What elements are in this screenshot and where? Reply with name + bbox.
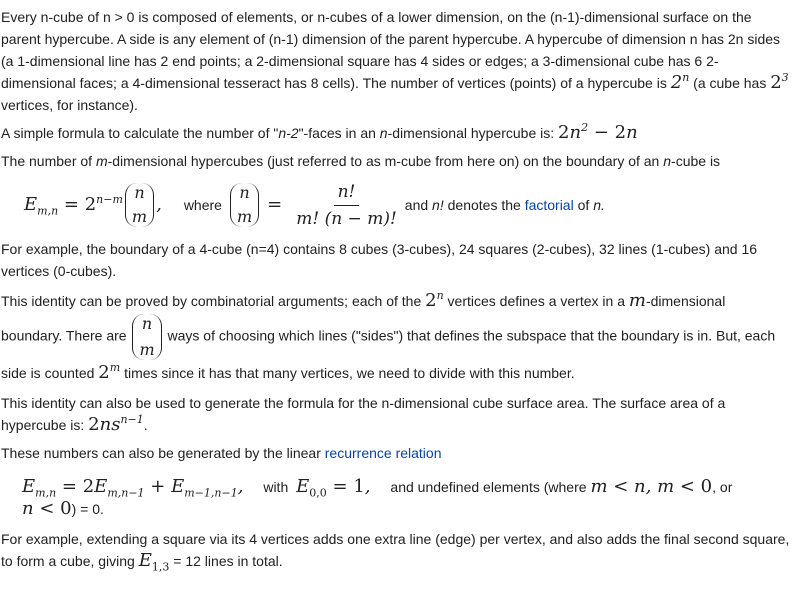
text: Every n-cube of n > 0 is composed of elements, or n-cubes of a lower dimension, on the (n-1)-dimensional surface on the parent hypercube. A side is any element of (n-1) dimension of the parent hypercube. A hypercube of dimension n has 2n sides (a 1-dimensional line has 2 end points; a 2-dimensional square has 4 sides or edges; a 3-dimensional cube has 6 2-dimensional faces; a 4-dimensional tesseract has 8 cells). The number of vertices (points) of a hypercube is — [1, 9, 781, 91]
formula-e13: $E_{1,3}$ — [138, 550, 170, 574]
binomial-n-m: n m — [132, 314, 161, 360]
paragraph-recurrence — [1, 442, 790, 464]
fraction-factorial: $\frac{n!}{m! (n - m)!}$ — [296, 181, 397, 229]
text: ) = 0. — [71, 501, 104, 517]
paragraph-surface-area: This identity can also be used to generate the formula for the n-dimensional cube surface area. The surface area of a hypercube is: $2ns^{n-1}$. — [1, 395, 726, 435]
factorial-link[interactable]: factorial — [524, 197, 574, 213]
text: The number of — [1, 153, 96, 169]
text: -cube is — [671, 153, 721, 169]
text: A simple formula to calculate the number of " — [1, 125, 279, 141]
text: vertices defines a vertex in a — [443, 293, 629, 309]
paragraph-m-dimensional — [1, 150, 790, 172]
paragraph-combinatorial — [1, 288, 790, 386]
formula-surface-area: $2ns^{n-1}$ — [88, 413, 144, 435]
text: For example, extending a square via its 4 vertices adds one extra line (edge) per vertex, and also adds the final second square, to form a cube, giving — [1, 531, 790, 569]
text: (a cube has — [689, 75, 771, 91]
paragraph-n2-faces — [1, 122, 790, 144]
binomial-n-m: n m — [125, 183, 154, 227]
text: n — [379, 125, 388, 141]
text: "-faces in an — [298, 125, 380, 141]
with-label: with — [263, 479, 289, 495]
recurrence-block — [22, 476, 790, 520]
formula-emn-block: $E_{m,n} = 2^{n-m}$ n m , where n m = $\frac{n!}{m! (n - m)!}$ and n! denotes the factorial of n. — [24, 181, 605, 229]
text: This identity can also be used to generate the formula for the n-dimensional cube surface area. The surface area of a hypercube is: — [1, 395, 726, 433]
formula-recurrence: $E_{m,n} = 2E_{m,n-1} + E_{m-1,n-1}$, — [22, 476, 244, 500]
recurrence-relation-link[interactable]: recurrence relation — [324, 445, 442, 461]
text: -dimensional hypercube is: — [387, 125, 559, 141]
binomial-n-m: n m — [230, 183, 259, 227]
paragraph-square-example — [1, 528, 790, 572]
text: n-2 — [278, 125, 299, 141]
formula-m: m — [628, 290, 646, 311]
text: -dimensional hypercubes (just referred to as m-cube from here on) on the boundary of an — [107, 153, 664, 169]
paragraph-ncube-elements — [1, 6, 790, 116]
formula-2-pow-m: 2$^m$ — [98, 361, 121, 383]
text: , or — [712, 479, 733, 495]
paragraph-4cube-example: For example, the boundary of a 4-cube (n=4) contains 8 cubes (3-cubes), 24 squares (2-cubes), 32 lines (1-cubes) and 16 vertices (0-cubes). — [1, 241, 758, 279]
formula-emn: $E_{m,n} = 2^{n-m}$ — [24, 193, 123, 218]
formula-2-pow-n: 2$^n$ — [425, 289, 444, 311]
text: vertices, for instance). — [1, 97, 138, 113]
text: = 12 lines in total. — [169, 553, 283, 569]
formula-2n2-minus-2n: $2n^2 - 2n$ — [558, 121, 638, 143]
text: times since it has that many vertices, we need to divide with this number. — [120, 365, 575, 381]
article-body — [0, 6, 790, 578]
text: and undefined elements (where — [390, 479, 587, 495]
formula-2-pow-n: 2$^n$ — [670, 71, 690, 93]
text: m — [95, 153, 108, 169]
text: ways of choosing which lines ("sides") that defines the subspace that the boundary is in. But, each side is counted — [1, 327, 776, 381]
formula-condition-n: n < 0 — [22, 498, 72, 519]
text: This identity can be proved by combinatorial arguments; each of the — [1, 293, 426, 309]
text: n — [663, 153, 672, 169]
formula-initial: $E_{0,0} = 1$, — [296, 476, 371, 500]
formula-conditions: m < n, m < 0 — [590, 476, 713, 497]
text: -dimensional boundary. There are — [1, 293, 726, 344]
where-label: where — [183, 197, 222, 213]
text: These numbers can also be generated by the linear — [1, 445, 325, 461]
factorial-note: and n! denotes the factorial of n. — [404, 197, 605, 213]
formula-2-pow-3: $2^3$ — [770, 71, 789, 93]
